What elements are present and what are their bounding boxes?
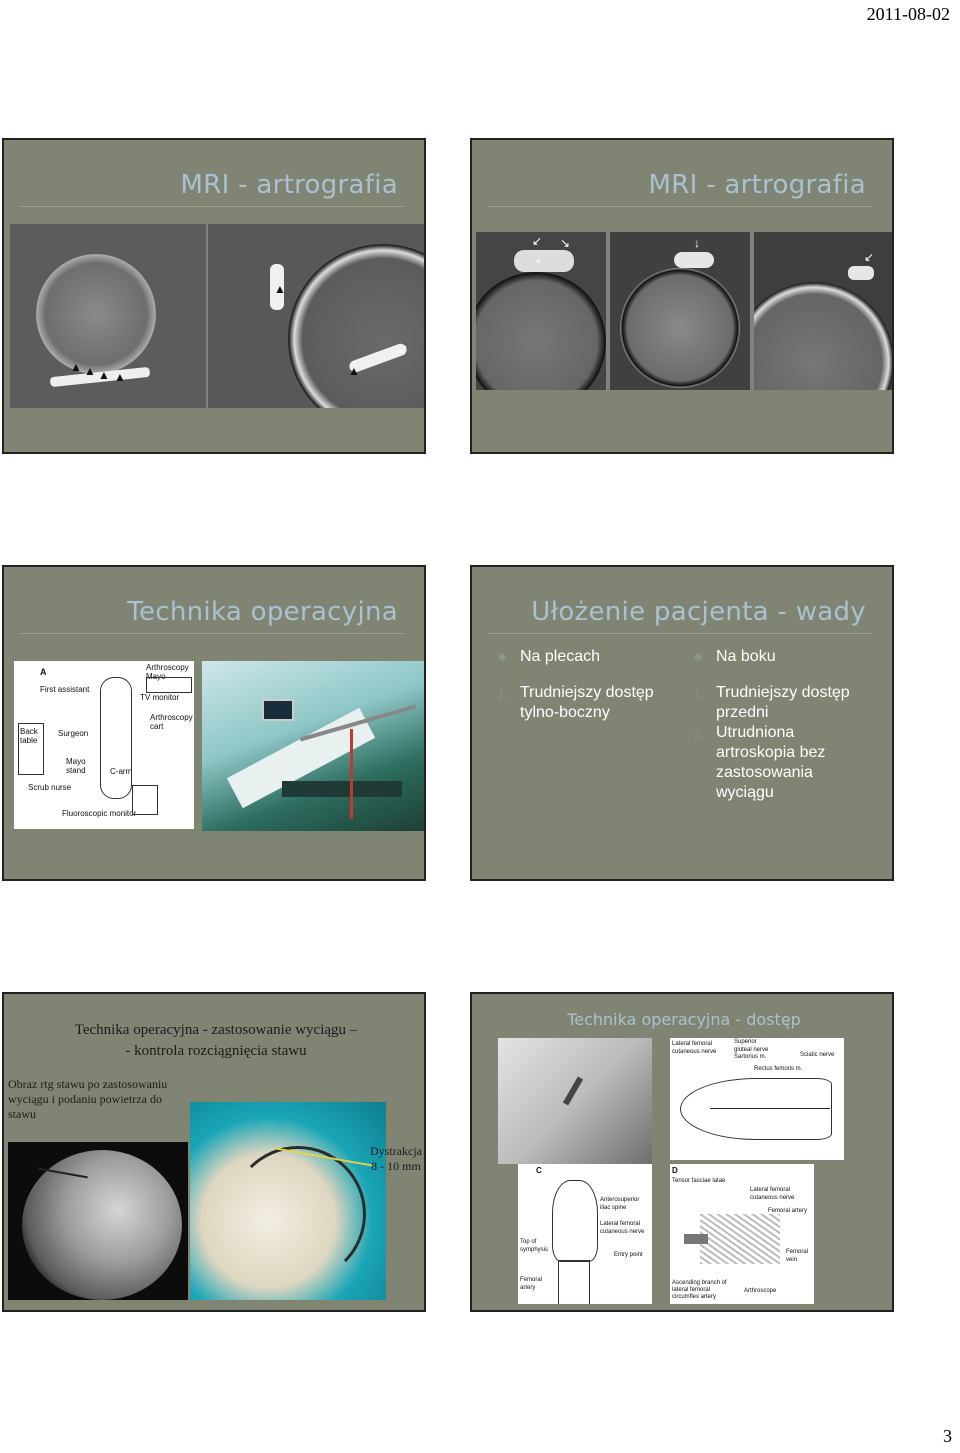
- left-column: [498, 647, 678, 723]
- item-number: 1.: [694, 689, 704, 701]
- slide-ulozenie-pacjenta: [470, 565, 894, 881]
- label-sciatic-nerve: Sciatic nerve: [800, 1052, 835, 1058]
- diagram-letter: A: [40, 667, 47, 677]
- right-heading: ◆ Na boku: [694, 647, 874, 667]
- print-date: 2011-08-02: [866, 4, 950, 24]
- slide-technika-dostep: [470, 992, 894, 1312]
- slide-title-line-1: Technika operacyjna - zastosowanie wyciągu –: [74, 1022, 358, 1038]
- xray-caption: Obraz rtg stawu po zastosowaniu wyciągu i podaniu powietrza do stawu: [8, 1077, 168, 1121]
- slide-title: Ułożenie pacjenta - wady: [531, 597, 866, 627]
- label-scrub-nurse: Scrub nurse: [28, 783, 72, 792]
- mri-image-2: ↓: [610, 232, 750, 390]
- slide-title: Technika operacyjna: [127, 597, 398, 627]
- label-femoral-artery: Femoral artery: [768, 1208, 808, 1214]
- operating-room-photo: [202, 661, 426, 831]
- label-surgeon: Surgeon: [58, 729, 89, 738]
- slide-mri-artrografia-1: [2, 138, 426, 454]
- slide-zastosowanie-wyciagu: [2, 992, 426, 1312]
- right-column: [694, 647, 874, 803]
- title-divider: [488, 633, 872, 634]
- skin-marking-photo: [498, 1038, 652, 1164]
- lateral-portal-diagram: [670, 1164, 814, 1304]
- left-item-1: Trudniejszy dostęp tylno-boczny: [520, 684, 654, 721]
- label-asis: Anterosuperior iliac spine: [600, 1197, 640, 1211]
- label-femoral-vein: Femoral vein: [786, 1249, 809, 1263]
- mri-image-right: ▲ ▲ ↙: [208, 224, 426, 408]
- sciatic-diagram: [670, 1038, 844, 1160]
- label-entry-point: Entry point: [614, 1252, 643, 1258]
- label-tv-monitor: TV monitor: [140, 693, 180, 702]
- label-rectus-femoris: Rectus femoris m.: [754, 1066, 803, 1072]
- label-c-arm: C-arm: [110, 767, 133, 776]
- label-lat-fem-cut-nerve: Lateral femoral cutaneous nerve: [600, 1221, 645, 1235]
- item-number: 2.: [694, 729, 704, 741]
- slide-mri-artrografia-2: [470, 138, 894, 454]
- slide-title: Technika operacyjna - dostęp: [567, 1010, 801, 1029]
- label-sartorius: Sartorius m.: [734, 1054, 767, 1060]
- title-divider: [20, 633, 404, 634]
- label-sup-gluteal-nerve: Superior gluteal nerve: [734, 1039, 769, 1053]
- mri-image-left: ▲ ▲ ▲ ▲: [10, 224, 206, 408]
- title-divider: [20, 206, 404, 207]
- label-femoral-artery: Femoral artery: [520, 1277, 543, 1291]
- mri-image-1: * ↙ ↘: [476, 232, 606, 390]
- anterior-portal-diagram: [518, 1164, 652, 1304]
- mri-image-3: ↙: [754, 232, 894, 390]
- label-arthroscope: Arthroscope: [744, 1288, 777, 1294]
- label-tensor-fasciae-latae: Tensor fasciae latae: [672, 1178, 726, 1184]
- xray-image: [8, 1142, 188, 1300]
- label-mayo-stand: Mayo stand: [66, 757, 86, 775]
- label-fluoroscopic-monitor: Fluoroscopic monitor: [62, 809, 137, 818]
- page-number: 3: [943, 1426, 952, 1446]
- diagram-letter: C: [536, 1166, 542, 1175]
- right-item-2: Utrudniona artroskopia bez zastosowania wyciągu: [716, 724, 826, 801]
- label-first-assistant: First assistant: [40, 685, 90, 694]
- right-item-1: Trudniejszy dostęp przedni: [716, 684, 850, 721]
- distraction-label: Dystrakcja 8 - 10 mm: [370, 1144, 422, 1173]
- label-back-table: Back table: [20, 727, 38, 745]
- label-arthroscopy-cart: Arthroscopy cart: [150, 713, 193, 731]
- label-top-of-symphysis: Top of symphysis: [520, 1239, 549, 1253]
- histology-image: [190, 1102, 386, 1300]
- label-lat-fem-cut-nerve: Lateral femoral cutaneous nerve: [750, 1187, 795, 1201]
- slide-technika-operacyjna: [2, 565, 426, 881]
- slide-title: MRI - artrografia: [180, 170, 398, 200]
- label-ascending-branch: Ascending branch of lateral femoral circumflex artery: [672, 1280, 727, 1300]
- diagram-letter: D: [672, 1166, 678, 1175]
- item-number: 1.: [498, 689, 508, 701]
- or-layout-diagram: [14, 661, 194, 829]
- slide-title: MRI - artrografia: [648, 170, 866, 200]
- label-lat-fem-cut-nerve: Lateral femoral cutaneous nerve: [672, 1041, 717, 1055]
- title-divider: [488, 206, 872, 207]
- left-heading: ◆ Na plecach: [498, 647, 678, 667]
- slide-title-line-2: - kontrola rozciągnięcia stawu: [125, 1043, 307, 1059]
- label-arthroscopy-mayo: Arthroscopy Mayo: [146, 663, 189, 681]
